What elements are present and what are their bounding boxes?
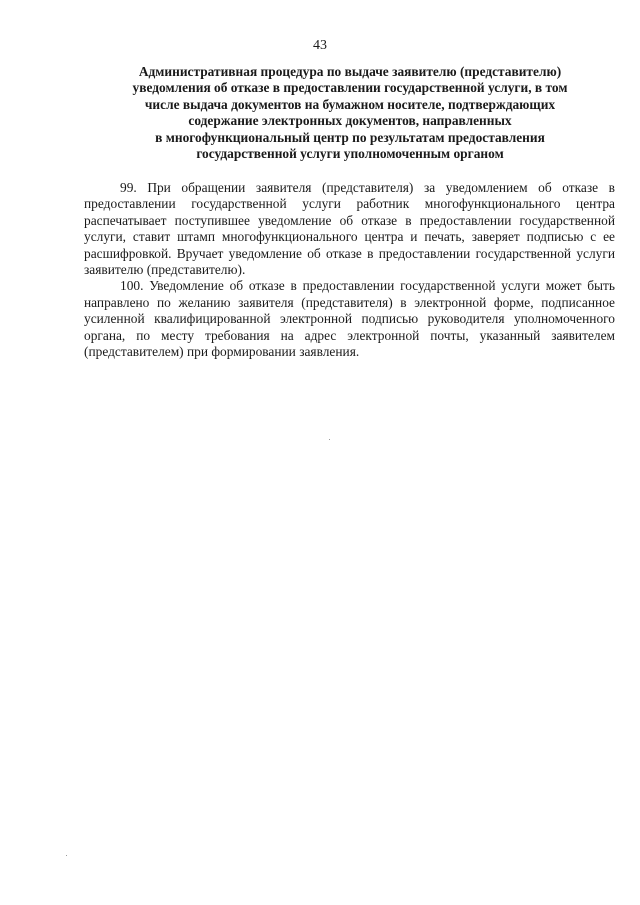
heading-line: числе выдача документов на бумажном носителе, подтверждающих	[144, 96, 556, 112]
paragraph-99: 99. При обращении заявителя (представителя) за уведомлением об отказе в предоставлении государственной услуги работник многофункционального центра распечатывает поступившее уведомление об отказе в предоставлении государственной услуги, ставит штамп многофункционального центра и печать, заверяет подписью с ее расшифровкой. Вручает уведомление об отказе в предоставлении государственной услуги заявителю (представителю).	[84, 180, 615, 278]
scan-speck	[329, 439, 330, 440]
heading-line: государственной услуги уполномоченным органом	[196, 146, 504, 162]
heading-line: Административная процедура по выдаче заявителю (представителю)	[138, 64, 562, 79]
scan-speck	[66, 855, 67, 856]
heading-line: содержание электронных документов, направленных	[188, 113, 512, 129]
page-number: 43	[313, 38, 327, 53]
heading-line: в многофункциональный центр по результатам предоставления	[155, 129, 545, 145]
paragraph-100: 100. Уведомление об отказе в предоставлении государственной услуги может быть направлено по желанию заявителя (представителя) в электронной форме, подписанное усиленной квалифицированной электронной подписью руководителя уполномоченного органа, по месту требования на адрес электронной почты, указанный заявителем (представителем) при формировании заявления.	[84, 278, 615, 360]
body-text	[84, 180, 615, 360]
section-heading	[80, 64, 620, 162]
heading-line: уведомления об отказе в предоставлении государственной услуги, в том	[132, 80, 568, 96]
